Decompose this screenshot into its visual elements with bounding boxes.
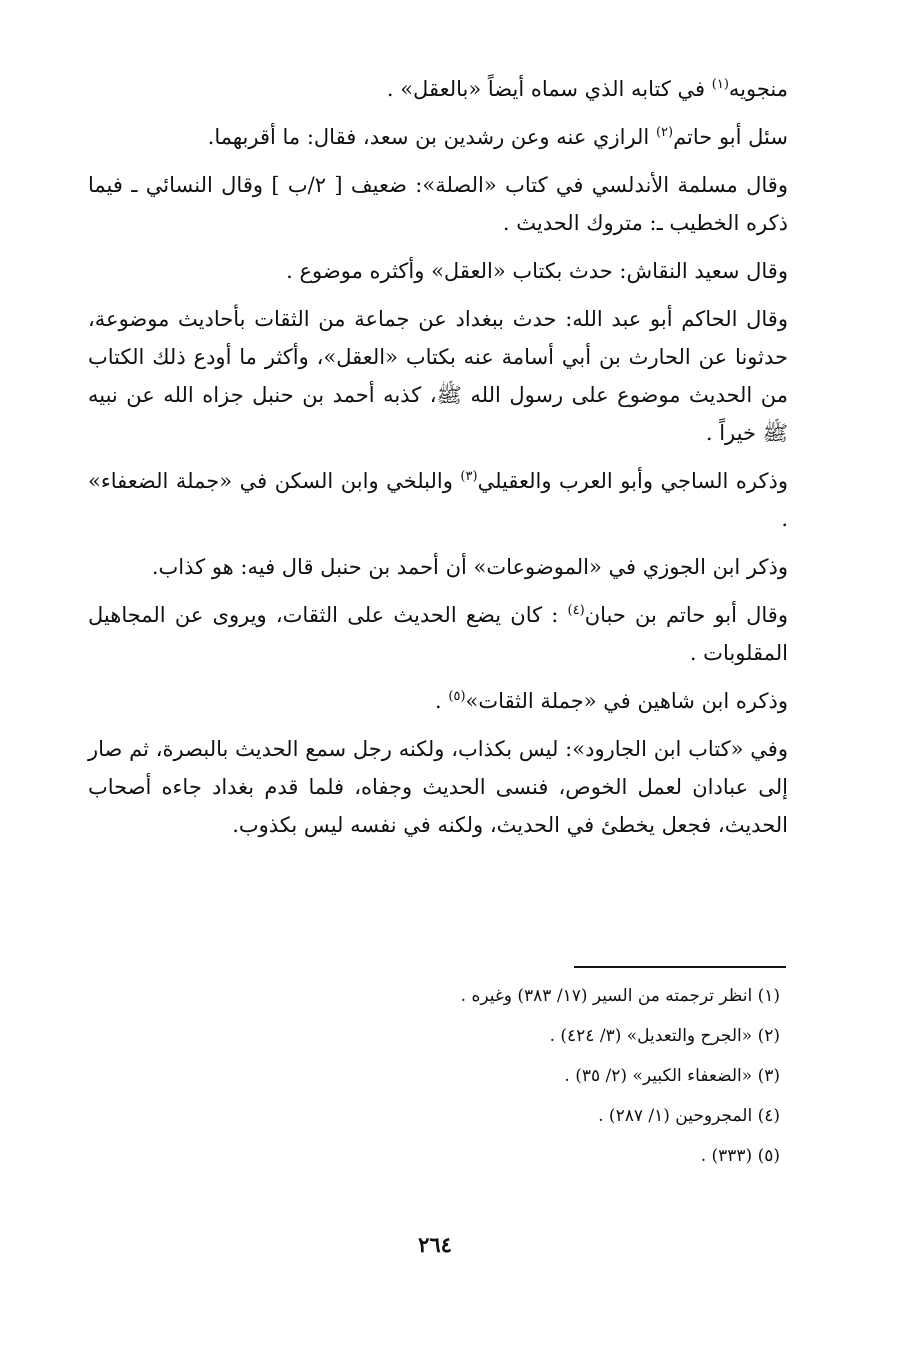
paragraph-3: وقال مسلمة الأندلسي في كتاب «الصلة»: ضعيف [ ٢/ب ] وقال النسائي ـ فيما ذكره الخطيب ـ: متروك الحديث .: [88, 173, 788, 235]
paragraph-4: وقال سعيد النقاش: حدث بكتاب «العقل» وأكثره موضوع .: [286, 259, 788, 283]
footnote-marker-1[interactable]: (١): [711, 77, 729, 92]
footnote-4: (٤) المجروحين (١/ ٢٨٧) .: [598, 1106, 780, 1126]
footnote-5: (٥) (٣٣٣) .: [700, 1146, 780, 1166]
footnote-1: (١) انظر ترجمته من السير (١٧/ ٣٨٣) وغيره .: [460, 986, 780, 1006]
paragraph-1: منجويه$^{(١)}$ في كتابه الذي سماه أيضاً «بالعقل» .: [386, 77, 788, 101]
page-number: ٢٦٤: [418, 1232, 452, 1257]
footnote-marker-5[interactable]: (٥): [448, 689, 466, 704]
paragraph-9: وذكره ابن شاهين في «جملة الثقات»$^{(٥)}$ .: [435, 689, 788, 713]
paragraph-5: وقال الحاكم أبو عبد الله: حدث ببغداد عن جماعة من الثقات بأحاديث موضوعة، حدثونا عن الحارث بن أبي أسامة عنه بكتاب «العقل»، وأكثر ما أودع ذلك الكتاب من الحديث موضوع على رسول الله ﷺ، كذبه أحمد بن حنبل جزاه الله عن نبيه ﷺ خيراً .: [88, 307, 788, 445]
footnote-marker-2[interactable]: (٢): [655, 125, 674, 140]
footnote-marker-4[interactable]: (٤): [567, 603, 585, 618]
paragraph-2: سئل أبو حاتم$^{(٢)}$ الرازي عنه وعن رشدين بن سعد، فقال: ما أقربهما.: [207, 125, 788, 149]
footnote-marker-3[interactable]: (٣): [460, 469, 478, 484]
footnotes: [300, 984, 780, 1184]
main-text: [88, 70, 788, 854]
paragraph-10: وفي «كتاب ابن الجارود»: ليس بكذاب، ولكنه رجل سمع الحديث بالبصرة، ثم صار إلى عبادان لعمل الخوص، فنسى الحديث وجفاه، فلما قدم بغداد جاءه أصحاب الحديث، فجعل يخطئ في الحديث، ولكنه في نفسه ليس بكذوب.: [88, 737, 788, 837]
footnote-separator: [574, 966, 786, 968]
footnote-2: (٢) «الجرح والتعديل» (٣/ ٤٢٤) .: [549, 1026, 780, 1046]
paragraph-7: وذكر ابن الجوزي في «الموضوعات» أن أحمد بن حنبل قال فيه: هو كذاب.: [151, 555, 788, 579]
footnote-3: (٣) «الضعفاء الكبير» (٢/ ٣٥) .: [564, 1066, 780, 1086]
paragraph-8: وقال أبو حاتم بن حبان$^{(٤)}$ : كان يضع الحديث على الثقات، ويروى عن المجاهيل المقلوبات .: [88, 603, 788, 665]
paragraph-6: وذكره الساجي وأبو العرب والعقيلي$^{(٣)}$ والبلخي وابن السكن في «جملة الضعفاء» .: [88, 469, 788, 531]
